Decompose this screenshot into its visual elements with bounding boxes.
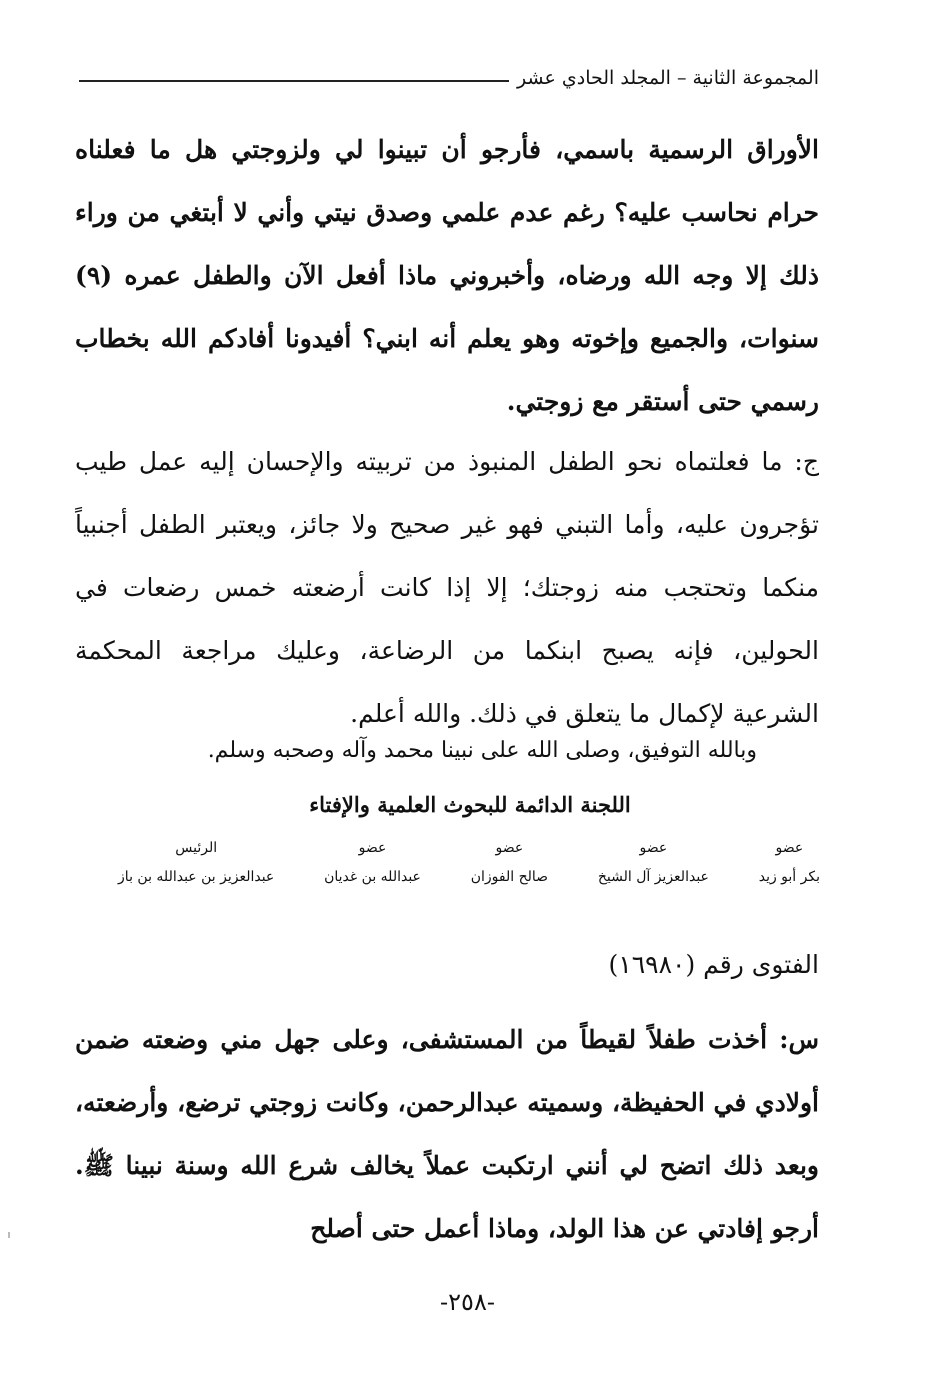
running-header (79, 58, 819, 98)
committee-member (598, 834, 709, 904)
member-name: عبدالعزيز بن عبدالله بن باز (118, 869, 275, 885)
member-role: عضو (358, 840, 387, 856)
question-2-text: س: أخذت طفلاً لقيطاً من المستشفى، وعلى جهل مني وضعته ضمن أولادي في الحفيظة، وسميته عبدالرحمن، وكانت زوجتي ترضع، وأرضعته، وبعد ذلك اتضح لي أنني ارتكبت عملاً يخالف شرع الله وسنة نبينا ﷺ. أرجو إفادتي عن هذا الولد، وماذا أعمل حتى أصلح (74, 1025, 819, 1243)
fatwa-number: الفتوى رقم (١٦٩٨٠) (608, 950, 819, 979)
member-name: صالح الفوزان (470, 869, 549, 885)
member-role: عضو (639, 840, 668, 856)
member-role: عضو (775, 840, 804, 856)
committee-member (118, 834, 274, 904)
committee-member (759, 834, 820, 904)
member-role: عضو (495, 840, 524, 856)
committee-member (471, 834, 548, 904)
member-name: بكر أبو زيد (758, 869, 820, 885)
member-name: عبدالعزيز آل الشيخ (597, 869, 709, 885)
committee-name: اللجنة الدائمة للبحوث العلمية والإفتاء (309, 792, 631, 817)
closing-prayer: وبالله التوفيق، وصلى الله على نبينا محمد وآله وصحبه وسلم. (207, 738, 757, 763)
answer-1-text: ج: ما فعلتماه نحو الطفل المنبوذ من تربيته والإحسان إليه عمل طيب تؤجرون عليه، وأما التبني فهو غير صحيح ولا جائز، ويعتبر الطفل أجنبياً منكما وتحتجب منه زوجتك؛ إلا إذا كانت أرضعته خمس رضعات في الحولين، فإنه يصبح ابنكما من الرضاعة، وعليك مراجعة المحكمة الشرعية لإكمال ما يتعلق في ذلك. والله أعلم. (75, 447, 819, 728)
member-role: الرئيس (175, 840, 218, 856)
header-title: المجموعة الثانية – المجلد الحادي عشر (517, 67, 819, 89)
margin-mark (8, 1232, 10, 1238)
committee-members (118, 834, 820, 904)
member-name: عبدالله بن غديان (324, 869, 421, 885)
question-1-text: الأوراق الرسمية باسمي، فأرجو أن تبينوا لي ولزوجتي هل ما فعلناه حرام نحاسب عليه؟ رغم عدم علمي وصدق نيتي وأني لا أبتغي من وراء ذلك إلا وجه الله ورضاه، وأخبروني ماذا أفعل الآن والطفل عمره (٩) سنوات، والجميع وإخوته وهو يعلم أنه ابني؟ أفيدونا أفادكم الله بخطاب رسمي حتى أستقر مع زوجتي. (75, 135, 819, 416)
committee-member (324, 834, 421, 904)
header-rule (79, 80, 509, 82)
page-number: -٢٥٨- (440, 1288, 495, 1316)
